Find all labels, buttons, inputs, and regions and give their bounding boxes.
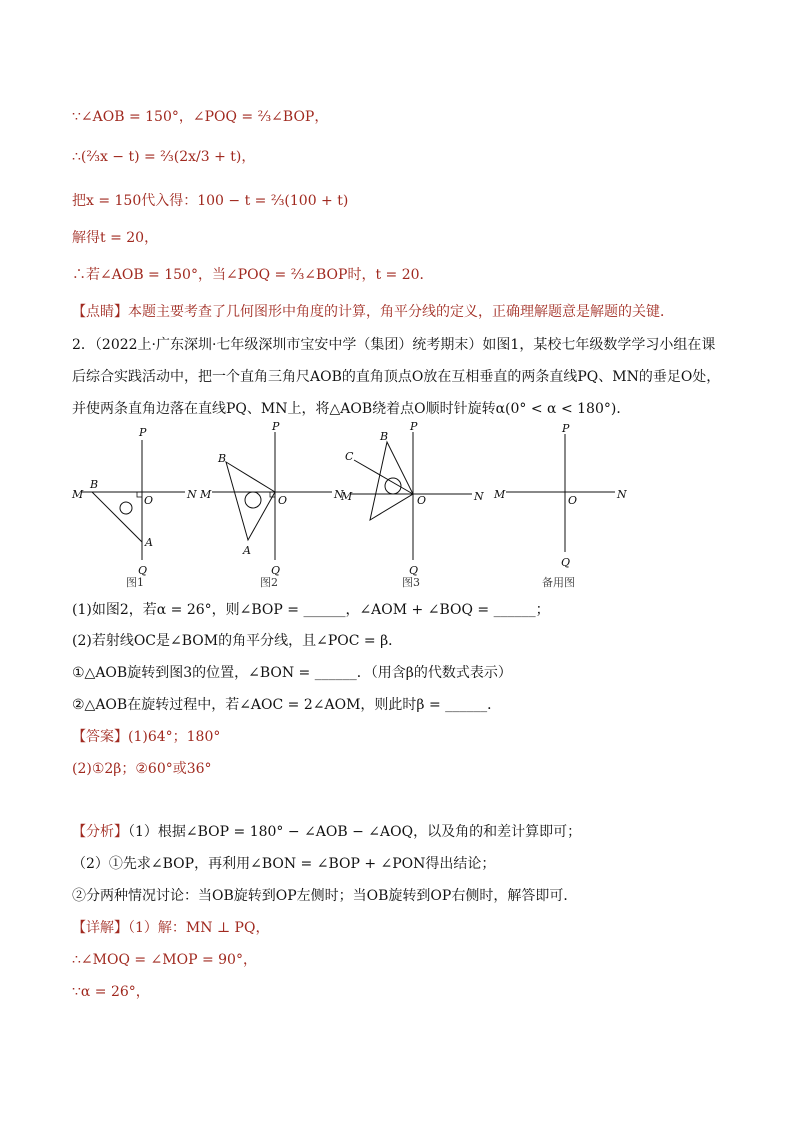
fig3-label-p: P bbox=[410, 420, 418, 433]
analysis-3: ②分两种情况讨论：当OB旋转到OP左侧时；当OB旋转到OP右侧时，解答即可． bbox=[72, 888, 578, 904]
detail-tag: 【详解】 bbox=[72, 920, 128, 936]
fig3-caption: 图3 bbox=[402, 576, 420, 589]
detail-1: （1）解：MN ⊥ PQ， bbox=[128, 920, 270, 936]
fig4-label-q: Q bbox=[561, 556, 571, 569]
fig3-label-b: B bbox=[380, 430, 389, 443]
analysis-1: （1）根据∠BOP = 180° − ∠AOB − ∠AOQ，以及角的和差计算即可； bbox=[128, 824, 582, 840]
fig3-label-c: C bbox=[345, 450, 354, 463]
answer-tag: 【答案】 bbox=[72, 729, 128, 745]
detail-2: ∴∠MOQ = ∠MOP = 90°， bbox=[72, 952, 257, 968]
fig2-label-n: N bbox=[334, 488, 344, 501]
fig2-label-o: O bbox=[278, 494, 288, 507]
fig3-label-o: O bbox=[417, 494, 427, 507]
line-5: ∴若∠AOB = 150°，当∠POQ = ⅔∠BOP时，t = 20． bbox=[72, 267, 434, 283]
fig4-label-m: M bbox=[494, 488, 506, 501]
line-3: 把x = 150代入得：100 − t = ⅔(100 + t) bbox=[72, 193, 349, 209]
line-2: ∴(⅔x − t) = ⅔(2x/3 + t)， bbox=[72, 149, 256, 165]
answer-1: (1)64°；180° bbox=[128, 729, 221, 745]
fig4-label-p: P bbox=[562, 422, 570, 435]
comment-text: 本题主要考查了几何图形中角度的计算，角平分线的定义，正确理解题意是解题的关键． bbox=[128, 304, 674, 320]
fig2-label-p: P bbox=[272, 420, 280, 433]
detail-3: ∵α = 26°， bbox=[72, 984, 150, 1000]
question-2-part-1: ①△AOB旋转到图3的位置，∠BON = ______．（用含β的代数式表示） bbox=[72, 665, 512, 681]
fig2-label-a: A bbox=[243, 544, 251, 557]
comment-line bbox=[72, 302, 674, 322]
answer-2: (2)①2β；②60°或36° bbox=[72, 761, 212, 777]
answer-line-1 bbox=[72, 727, 220, 747]
fig1-label-b: B bbox=[90, 478, 99, 491]
fig1-label-a: A bbox=[145, 536, 153, 549]
comment-tag: 【点睛】 bbox=[72, 304, 128, 320]
fig4-label-n: N bbox=[617, 488, 627, 501]
analysis-2: （2）①先求∠BOP，再利用∠BON = ∠BOP + ∠PON得出结论； bbox=[72, 856, 496, 872]
question-1: (1)如图2，若α = 26°，则∠BOP = ______，∠AOM + ∠BOQ = ______； bbox=[72, 602, 550, 618]
fig1-label-q: Q bbox=[138, 564, 148, 577]
fig3-label-m: M bbox=[341, 490, 353, 503]
figures bbox=[60, 420, 660, 595]
line-1: ∵∠AOB = 150°，∠POQ = ⅔∠BOP， bbox=[72, 109, 329, 125]
fig2-label-b: B bbox=[218, 452, 227, 465]
figure-spare bbox=[493, 422, 627, 589]
problem-line-2: 后综合实践活动中，把一个直角三角尺AOB的直角顶点O放在互相垂直的两条直线PQ、MN的垂足O处， bbox=[72, 369, 721, 385]
problem-line-3: 并使两条直角边落在直线PQ、MN上，将△AOB绕着点O顺时针旋转α(0° < α < 180°)． bbox=[72, 401, 631, 417]
fig2-label-q: Q bbox=[271, 564, 281, 577]
fig1-label-p: P bbox=[139, 426, 147, 439]
line-4: 解得t = 20， bbox=[72, 230, 159, 246]
question-2: (2)若射线OC是∠BOM的角平分线，且∠POC = β． bbox=[72, 633, 403, 649]
figure-1 bbox=[71, 426, 197, 589]
fig3-label-q: Q bbox=[409, 564, 419, 577]
detail-line-1 bbox=[72, 918, 269, 938]
fig2-caption: 图2 bbox=[260, 576, 278, 589]
fig3-label-n: N bbox=[474, 490, 484, 503]
figure-2 bbox=[199, 420, 344, 589]
problem-line-1: 2．（2022上·广东深圳·七年级深圳市宝安中学（集团）统考期末）如图1，某校七年级数学学习小组在课 bbox=[72, 337, 716, 353]
fig1-label-o: O bbox=[144, 494, 154, 507]
fig1-label-m: M bbox=[72, 488, 84, 501]
analysis-tag: 【分析】 bbox=[72, 824, 128, 840]
analysis-line-1 bbox=[72, 822, 581, 842]
fig4-label-o: O bbox=[568, 494, 578, 507]
fig1-caption: 图1 bbox=[126, 576, 144, 589]
question-2-part-2: ②△AOB在旋转过程中，若∠AOC = 2∠AOM，则此时β = ______． bbox=[72, 697, 502, 713]
fig2-label-m: M bbox=[200, 488, 212, 501]
fig4-caption: 备用图 bbox=[542, 576, 575, 589]
figure-3 bbox=[340, 420, 484, 589]
fig1-label-n: N bbox=[187, 488, 197, 501]
